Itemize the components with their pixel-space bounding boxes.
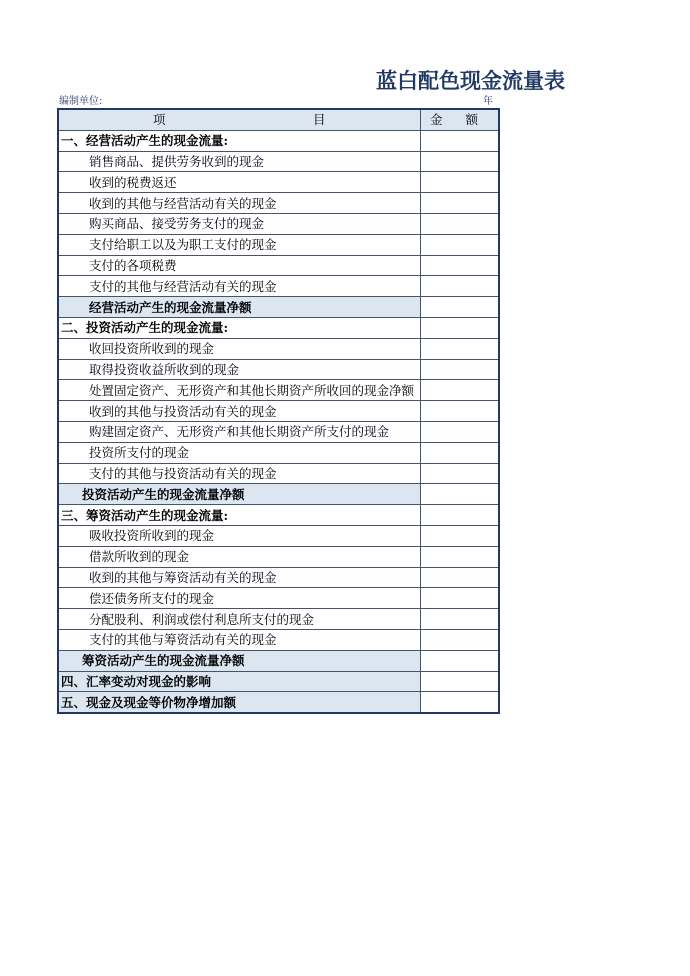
amount-cell[interactable] xyxy=(421,255,500,276)
row-label: 四、汇率变动对现金的影响 xyxy=(61,673,212,689)
summary-net-increase xyxy=(58,692,499,713)
amount-cell[interactable] xyxy=(421,317,500,338)
amount-cell[interactable] xyxy=(421,193,500,214)
amount-cell[interactable] xyxy=(421,671,500,692)
row-label: 支付的其他与投资活动有关的现金 xyxy=(89,465,277,481)
row-label: 处置固定资产、无形资产和其他长期资产所收回的现金净额 xyxy=(89,382,415,398)
row-label: 借款所收到的现金 xyxy=(89,549,190,565)
row-label: 三、筹资活动产生的现金流量: xyxy=(61,507,229,523)
table-row xyxy=(58,588,499,609)
amount-cell[interactable] xyxy=(421,297,500,318)
row-label: 收到的其他与筹资活动有关的现金 xyxy=(89,569,277,585)
row-label: 二、投资活动产生的现金流量: xyxy=(61,320,229,336)
row-label: 销售商品、提供劳务收到的现金 xyxy=(89,153,265,169)
row-label: 购建固定资产、无形资产和其他长期资产所支付的现金 xyxy=(89,424,390,440)
section-operating xyxy=(58,130,499,151)
table-row xyxy=(58,463,499,484)
summary-exchange-rate xyxy=(58,671,499,692)
table-row xyxy=(58,421,499,442)
cash-flow-table xyxy=(57,108,500,714)
subtotal-investing xyxy=(58,484,499,505)
row-label: 支付给职工以及为职工支付的现金 xyxy=(89,237,277,253)
table-header-row xyxy=(58,109,499,130)
row-label: 收到的税费返还 xyxy=(89,174,177,190)
row-label: 收到的其他与经营活动有关的现金 xyxy=(89,195,277,211)
table-row xyxy=(58,255,499,276)
amount-cell[interactable] xyxy=(421,525,500,546)
amount-cell[interactable] xyxy=(421,234,500,255)
row-label: 经营活动产生的现金流量净额 xyxy=(89,299,252,315)
row-label: 收回投资所收到的现金 xyxy=(89,341,215,357)
section-investing xyxy=(58,317,499,338)
amount-cell[interactable] xyxy=(421,442,500,463)
amount-column-header xyxy=(421,109,500,130)
amount-cell[interactable] xyxy=(421,421,500,442)
amount-cell[interactable] xyxy=(421,629,500,650)
table-row xyxy=(58,380,499,401)
row-label: 收到的其他与投资活动有关的现金 xyxy=(89,403,277,419)
row-label: 偿还债务所支付的现金 xyxy=(89,590,215,606)
amount-cell[interactable] xyxy=(421,172,500,193)
preparer-unit-label: 编制单位: xyxy=(59,96,103,107)
row-label: 取得投资收益所收到的现金 xyxy=(89,361,240,377)
row-label: 一、经营活动产生的现金流量: xyxy=(61,133,229,149)
table-row xyxy=(58,172,499,193)
amount-header-char-2: 额 xyxy=(465,112,479,128)
table-row xyxy=(58,567,499,588)
row-label: 分配股利、利润或偿付利息所支付的现金 xyxy=(89,611,315,627)
amount-cell[interactable] xyxy=(421,359,500,380)
row-label: 投资活动产生的现金流量净额 xyxy=(82,486,245,502)
table-row xyxy=(58,525,499,546)
amount-cell[interactable] xyxy=(421,151,500,172)
row-label: 吸收投资所收到的现金 xyxy=(89,528,215,544)
table-row xyxy=(58,193,499,214)
subtotal-operating xyxy=(58,297,499,318)
amount-cell[interactable] xyxy=(421,505,500,526)
amount-cell[interactable] xyxy=(421,401,500,422)
amount-cell[interactable] xyxy=(421,380,500,401)
row-label: 五、现金及现金等价物净增加额 xyxy=(61,694,237,710)
amount-cell[interactable] xyxy=(421,588,500,609)
amount-cell[interactable] xyxy=(421,130,500,151)
table-row xyxy=(58,213,499,234)
amount-cell[interactable] xyxy=(421,213,500,234)
row-label: 投资所支付的现金 xyxy=(89,445,190,461)
table-row xyxy=(58,338,499,359)
table-row xyxy=(58,629,499,650)
table-row xyxy=(58,401,499,422)
row-label: 支付的各项税费 xyxy=(89,257,177,273)
item-column-header xyxy=(58,109,421,130)
table-row xyxy=(58,442,499,463)
section-financing xyxy=(58,505,499,526)
row-label: 购买商品、接受劳务支付的现金 xyxy=(89,216,265,232)
amount-cell[interactable] xyxy=(421,463,500,484)
amount-cell[interactable] xyxy=(421,484,500,505)
row-label: 支付的其他与筹资活动有关的现金 xyxy=(89,632,277,648)
amount-cell[interactable] xyxy=(421,276,500,297)
report-title: 蓝白配色现金流量表 xyxy=(376,69,565,93)
row-label: 筹资活动产生的现金流量净额 xyxy=(82,653,245,669)
amount-cell[interactable] xyxy=(421,567,500,588)
table-row xyxy=(58,609,499,630)
table-row xyxy=(58,276,499,297)
amount-cell[interactable] xyxy=(421,650,500,671)
table-row xyxy=(58,151,499,172)
amount-cell[interactable] xyxy=(421,338,500,359)
amount-cell[interactable] xyxy=(421,692,500,713)
year-label: 年 xyxy=(483,96,493,107)
subtotal-financing xyxy=(58,650,499,671)
table-row xyxy=(58,359,499,380)
item-header-char-1: 项 xyxy=(153,112,166,127)
amount-header-char-1: 金 xyxy=(430,112,443,128)
amount-cell[interactable] xyxy=(421,546,500,567)
item-header-char-2: 目 xyxy=(313,112,326,127)
amount-cell[interactable] xyxy=(421,609,500,630)
row-label: 支付的其他与经营活动有关的现金 xyxy=(89,278,277,294)
table-row xyxy=(58,546,499,567)
table-row xyxy=(58,234,499,255)
